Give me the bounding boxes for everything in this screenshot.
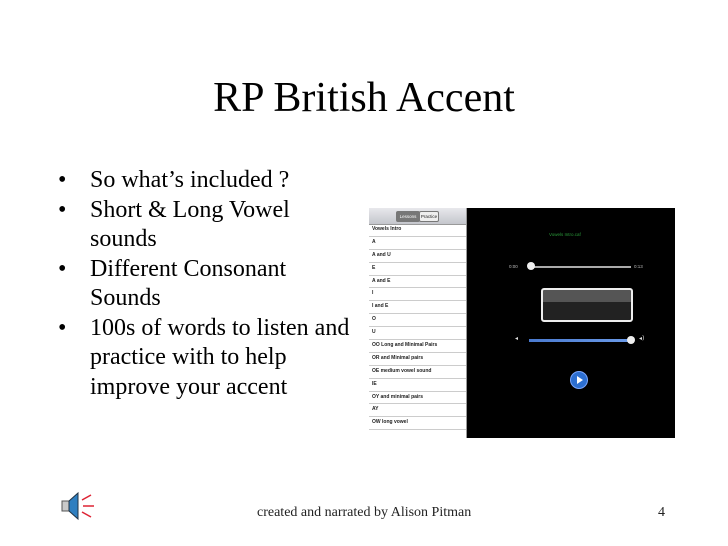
tab-practice[interactable]: Practice	[419, 211, 439, 222]
volume-low-icon: ◂	[515, 335, 519, 342]
list-item[interactable]: OW long vowel	[369, 417, 466, 430]
time-start: 0:00	[509, 264, 518, 269]
lesson-sidebar	[369, 208, 467, 438]
segmented-control	[369, 208, 466, 225]
play-button[interactable]	[570, 371, 588, 389]
player-title: Vowels Intro.caf	[549, 232, 581, 237]
list-item[interactable]: U	[369, 327, 466, 340]
bullet-item: • So what’s included ?	[58, 167, 290, 193]
app-screenshot	[369, 208, 675, 438]
list-item[interactable]: A and E	[369, 276, 466, 289]
list-item[interactable]: E	[369, 263, 466, 276]
time-end: 0:13	[634, 264, 643, 269]
word-display	[541, 288, 633, 322]
list-item[interactable]: A and U	[369, 250, 466, 263]
footer-credit: created and narrated by Alison Pitman	[257, 505, 472, 520]
list-item[interactable]: IE	[369, 379, 466, 392]
speaker-icon[interactable]	[60, 490, 96, 522]
list-item[interactable]: OE medium vowel sound	[369, 366, 466, 379]
lesson-list	[369, 224, 466, 430]
list-item[interactable]: I and E	[369, 301, 466, 314]
bullet-item: • Short & Long Vowel sounds	[58, 196, 290, 252]
list-item[interactable]: AY	[369, 404, 466, 417]
list-item[interactable]: A	[369, 237, 466, 250]
list-item[interactable]: I	[369, 288, 466, 301]
page-number: 4	[658, 505, 665, 520]
slide-title: RP British Accent	[213, 75, 515, 121]
list-item[interactable]: Vowels Intro	[369, 224, 466, 237]
volume-slider[interactable]	[529, 339, 629, 342]
tab-lessons[interactable]: Lessons	[396, 211, 420, 222]
volume-knob[interactable]	[627, 336, 635, 344]
list-item[interactable]: OR and Minimal pairs	[369, 353, 466, 366]
bullet-item: • 100s of words to listen and practice with to help improve your accent	[58, 314, 350, 400]
list-item[interactable]: OO Long and Minimal Pairs	[369, 340, 466, 353]
bullet-item: • Different Consonant Sounds	[58, 255, 287, 311]
list-item[interactable]: O	[369, 314, 466, 327]
progress-track[interactable]	[531, 266, 631, 268]
list-item[interactable]: OY and minimal pairs	[369, 392, 466, 405]
volume-high-icon: ◂)	[639, 335, 645, 342]
bullet-list	[58, 166, 358, 402]
progress-knob[interactable]	[527, 262, 535, 270]
